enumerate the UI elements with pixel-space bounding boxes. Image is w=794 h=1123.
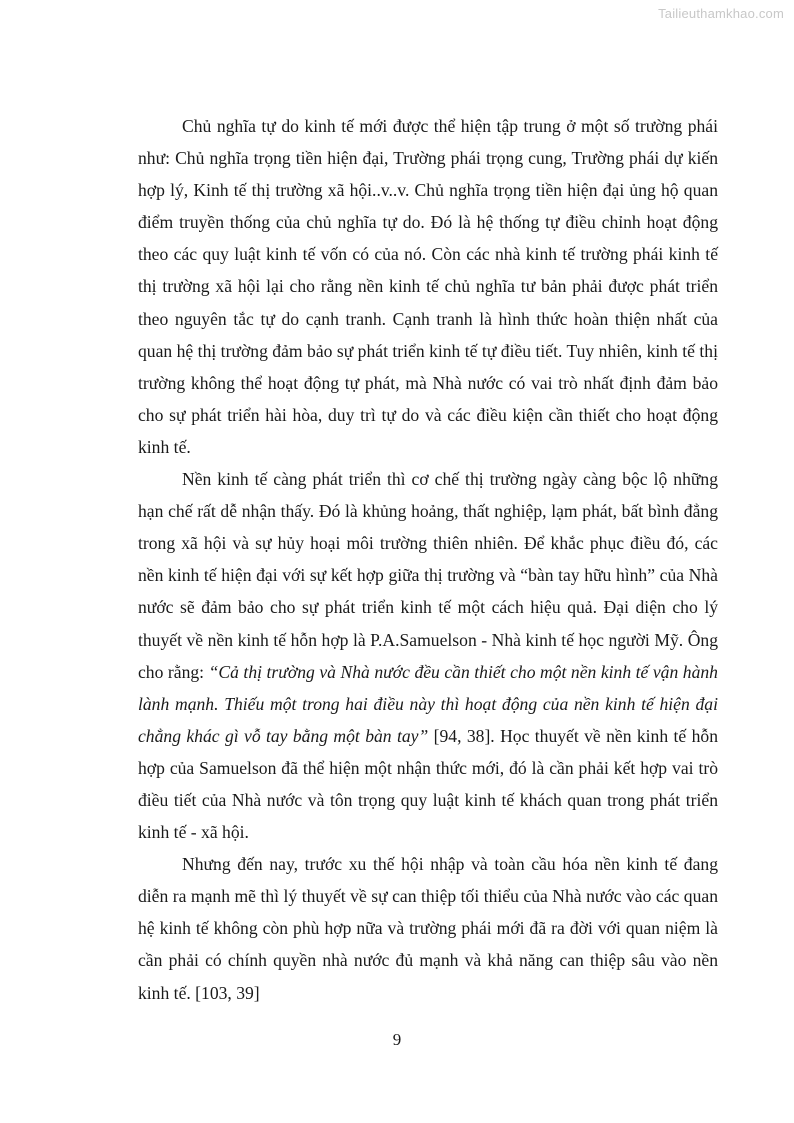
document-body — [138, 110, 718, 1009]
paragraph-2 — [138, 463, 718, 848]
page-number: 9 — [392, 1030, 402, 1049]
samuelson-quote: “Cả thị trường và Nhà nước đều cần thiết cho một nền kinh tế vận hành lành mạnh. Thiếu một trong hai điều này thì hoạt động của nền kinh tế hiện đại chẳng khác gì vỗ tay bằng một bàn tay” — [138, 661, 718, 746]
paragraph-2-intro: Nền kinh tế càng phát triển thì cơ chế thị trường ngày càng bộc lộ những hạn chế rất dễ nhận thấy. Đó là khủng hoảng, thất nghiệp, lạm phát, bất bình đẳng trong xã hội và sự hủy hoại môi trường thiên nhiên. Để khắc phục điều đó, các nền kinh tế hiện đại với sự kết hợp giữa thị trường và “bàn tay hữu hình” của Nhà nước sẽ đảm bảo cho sự phát triển kinh tế một cách hiệu quả. Đại diện cho lý thuyết về nền kinh tế hỗn hợp là P.A.Samuelson - Nhà kinh tế học người Mỹ. Ông cho rằng: — [138, 469, 718, 682]
paragraph-3: Nhưng đến nay, trước xu thế hội nhập và toàn cầu hóa nền kinh tế đang diễn ra mạnh mẽ thì lý thuyết về sự can thiệp tối thiểu của Nhà nước vào các quan hệ kinh tế không còn phù hợp nữa và trường phái mới đã ra đời với quan niệm là cần phải có chính quyền nhà nước đủ mạnh và khả năng can thiệp sâu vào nền kinh tế. [103, 39] — [138, 854, 718, 1003]
paragraph-1: Chủ nghĩa tự do kinh tế mới được thể hiện tập trung ở một số trường phái như: Chủ nghĩa trọng tiền hiện đại, Trường phái trọng cung, Trường phái dự kiến hợp lý, Kinh tế thị trường xã hội..v..v. Chủ nghĩa trọng tiền hiện đại ủng hộ quan điểm truyền thống của chủ nghĩa tự do. Đó là hệ thống tự điều chỉnh hoạt động theo các quy luật kinh tế vốn có của nó. Còn các nhà kinh tế trường phái kinh tế thị trường xã hội lại cho rằng nền kinh tế chủ nghĩa tư bản phải được phát triển theo nguyên tắc tự do cạnh tranh. Cạnh tranh là hình thức hoàn thiện nhất của quan hệ thị trường đảm bảo sự phát triển kinh tế tự điều tiết. Tuy nhiên, kinh tế thị trường không thể hoạt động tự phát, mà Nhà nước có vai trò nhất định đảm bảo cho sự phát triển hài hòa, duy trì tự do và các điều kiện cần thiết cho hoạt động kinh tế. — [138, 116, 718, 457]
paragraph-2-conclusion: [94, 38]. Học thuyết về nền kinh tế hỗn hợp của Samuelson đã thể hiện một nhận thức mới, đó là cần phải kết hợp vai trò điều tiết của Nhà nước và tôn trọng quy luật kinh tế khách quan trong phát triển kinh tế - xã hội. — [138, 725, 718, 843]
watermark-text: Tailieuthamkhao.com — [658, 6, 784, 21]
